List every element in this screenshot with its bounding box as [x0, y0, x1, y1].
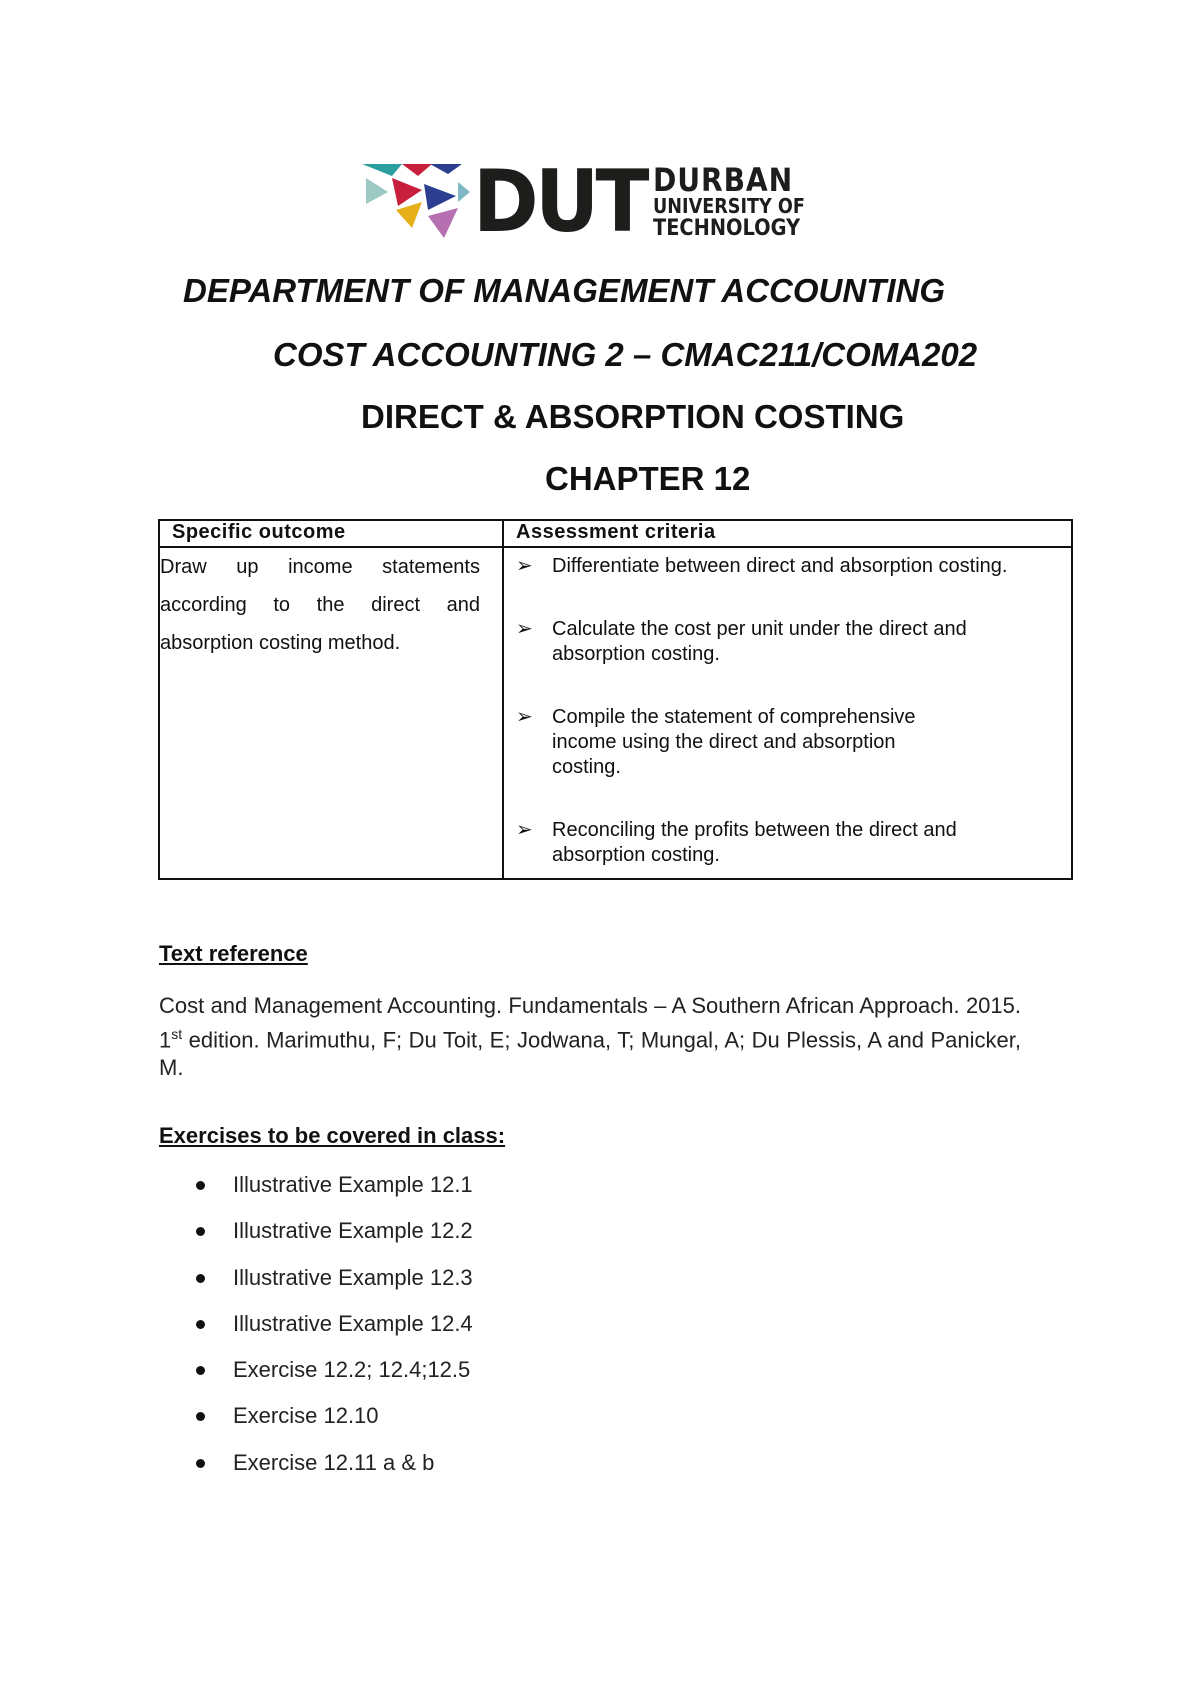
- assessment-criteria-header: Assessment criteria: [503, 520, 1072, 547]
- list-item: Illustrative Example 12.4: [196, 1311, 473, 1357]
- logo-triangles-icon: [358, 162, 473, 244]
- course-heading: COST ACCOUNTING 2 – CMAC211/COMA202: [273, 336, 978, 373]
- department-heading: DEPARTMENT OF MANAGEMENT ACCOUNTING: [183, 272, 946, 309]
- criterion-text: Compile the statement of comprehensive income using the direct and absorption costing.: [552, 706, 916, 778]
- list-item: [504, 705, 1071, 780]
- reference-superscript: st: [171, 1026, 183, 1042]
- text-reference-body: [159, 992, 1021, 1082]
- criterion-text: Differentiate between direct and absorption costing.: [552, 555, 1008, 577]
- list-item: [504, 554, 1071, 579]
- list-item: [504, 818, 1071, 868]
- table-header-row: [159, 520, 1072, 547]
- criteria-list: [504, 554, 1071, 868]
- exercises-list: [196, 1172, 473, 1496]
- arrow-bullet-icon: ➢: [516, 819, 533, 841]
- outcomes-table: [158, 519, 1073, 880]
- arrow-bullet-icon: ➢: [516, 618, 533, 640]
- logo-line-technology: TECHNOLOGY: [653, 216, 801, 241]
- list-item: Illustrative Example 12.1: [196, 1172, 473, 1218]
- table-row: [159, 547, 1072, 879]
- logo-line-university-of: UNIVERSITY OF: [653, 194, 805, 218]
- assessment-criteria-cell: [503, 547, 1072, 879]
- exercises-heading: Exercises to be covered in class:: [159, 1123, 506, 1148]
- list-item: Illustrative Example 12.2: [196, 1218, 473, 1264]
- logo-wordmark: DUT: [473, 152, 646, 252]
- list-item: Exercise 12.10: [196, 1403, 473, 1449]
- dut-logo: [358, 152, 828, 252]
- text-reference-heading: Text reference: [159, 941, 308, 966]
- reference-text-start: Cost and Management Accounting. Fundamentals – A Southern African Approach. 2015. 1: [159, 993, 1021, 1053]
- logo-university-name: [653, 161, 805, 241]
- list-item: Exercise 12.11 a & b: [196, 1450, 473, 1496]
- reference-text-end: edition. Marimuthu, F; Du Toit, E; Jodwana, T; Mungal, A; Du Plessis, A and Panicker, M.: [159, 1027, 1021, 1081]
- arrow-bullet-icon: ➢: [516, 706, 533, 728]
- list-item: Illustrative Example 12.3: [196, 1265, 473, 1311]
- criterion-text: Reconciling the profits between the direct and absorption costing.: [552, 819, 957, 866]
- logo-line-durban: DURBAN: [653, 161, 794, 199]
- criterion-text: Calculate the cost per unit under the direct and absorption costing.: [552, 618, 967, 665]
- chapter-heading: CHAPTER 12: [545, 460, 751, 497]
- list-item: [504, 617, 1071, 667]
- specific-outcome-header: Specific outcome: [159, 520, 503, 547]
- topic-heading: DIRECT & ABSORPTION COSTING: [361, 398, 905, 435]
- arrow-bullet-icon: ➢: [516, 555, 533, 577]
- specific-outcome-cell: Draw up income statements according to the direct and absorption costing method.: [159, 547, 503, 879]
- list-item: Exercise 12.2; 12.4;12.5: [196, 1357, 473, 1403]
